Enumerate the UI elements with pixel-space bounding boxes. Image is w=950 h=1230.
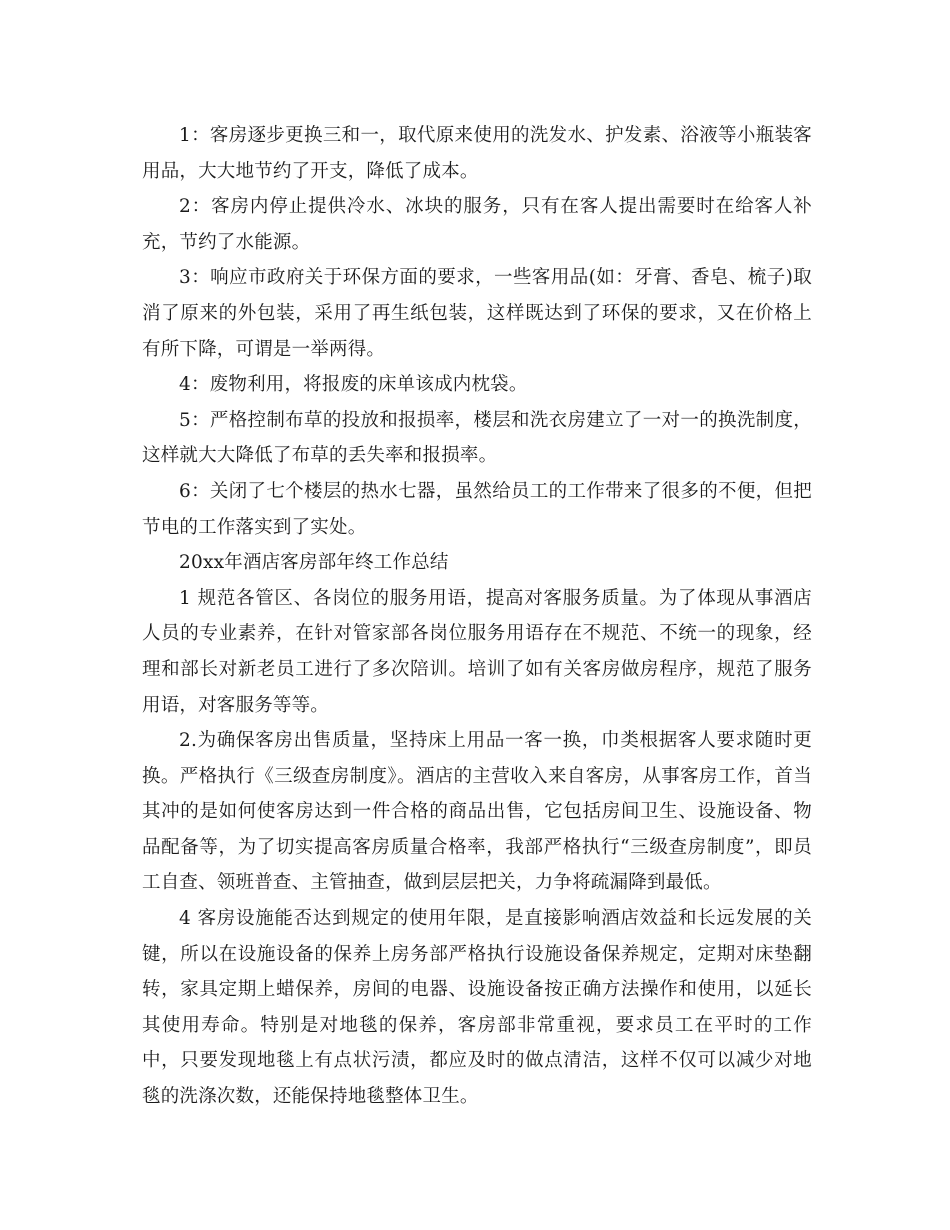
paragraph-3: 3：响应市政府关于环保方面的要求，一些客用品(如：牙膏、香皂、梳子)取消了原来的外包装，采用了再生纸包装，这样既达到了环保的要求，又在价格上有所下降，可谓是一举两得。 <box>142 267 812 360</box>
section-title: 20xx年酒店客房部年终工作总结 <box>179 552 449 574</box>
paragraph-9: 4 客房设施能否达到规定的使用年限，是直接影响酒店效益和长远发展的关键，所以在设施设备的保养上房务部严格执行设施设备保养规定，定期对床垫翻转，家具定期上蜡保养，房间的电器、设施设备按正确方法操作和使用，以延长其使用寿命。特别是对地毯的保养，客房部非常重视，要求员工在平时的工作中，只要发现地毯上有点状污渍，都应及时的做点清洁，这样不仅可以减少对地毯的洗涤次数，还能保持地毯整体卫生。 <box>142 908 812 1108</box>
paragraph-8: 2.为确保客房出售质量，坚持床上用品一客一换，巾类根据客人要求随时更换。严格执行《三级查房制度》。酒店的主营收入来自客房，从事客房工作，首当其冲的是如何使客房达到一件合格的商品出售，它包括房间卫生、设施设备、物品配备等，为了切实提高客房质量合格率，我部严格执行“三级查房制度”，即员工自查、领班普查、主管抽查，做到层层把关，力争将疏漏降到最低。 <box>142 730 812 894</box>
paragraph-6: 6：关闭了七个楼层的热水七器，虽然给员工的工作带来了很多的不便，但把节电的工作落实到了实处。 <box>142 480 812 538</box>
paragraph-2: 2：客房内停止提供冷水、冰块的服务，只有在客人提出需要时在给客人补充，节约了水能源。 <box>142 196 812 253</box>
paragraph-1: 1：客房逐步更换三和一，取代原来使用的洗发水、护发素、浴液等小瓶装客用品，大大地节约了开支，降低了成本。 <box>142 125 812 182</box>
paragraph-4: 4：废物利用，将报废的床单该成内枕袋。 <box>179 374 528 396</box>
document-body <box>142 118 812 1115</box>
paragraph-7: 1 规范各管区、各岗位的服务用语，提高对客服务质量。为了体现从事酒店人员的专业素养，在针对管家部各岗位服务用语存在不规范、不统一的现象，经理和部长对新老员工进行了多次陪训。培训了如有关客房做房程序，规范了服务用语，对客服务等等。 <box>142 587 812 716</box>
paragraph-5: 5：严格控制布草的投放和报损率，楼层和洗衣房建立了一对一的换洗制度，这样就大大降低了布草的丢失率和报损率。 <box>142 409 812 467</box>
